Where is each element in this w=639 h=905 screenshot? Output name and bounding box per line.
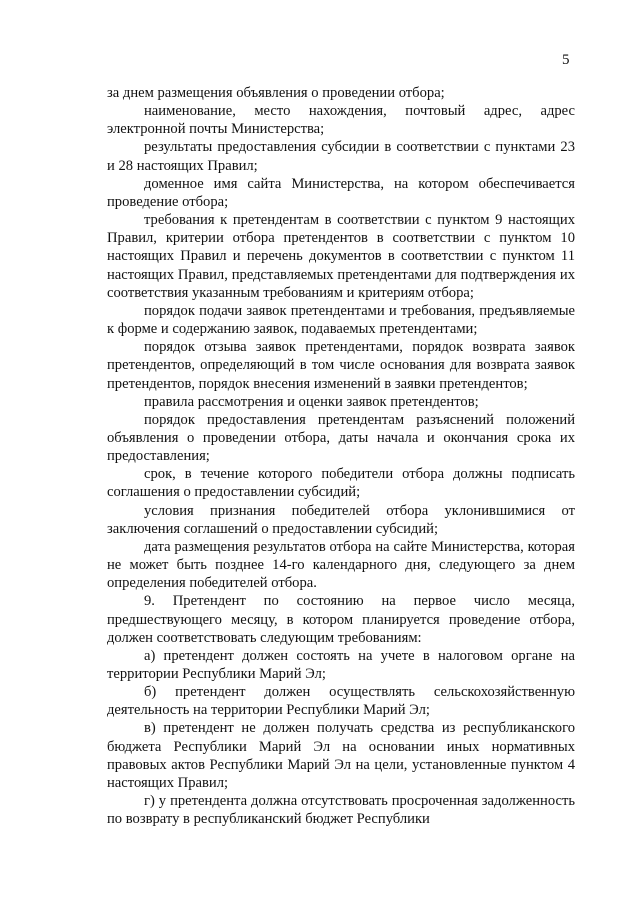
- document-body: [107, 84, 575, 828]
- paragraph: порядок отзыва заявок претендентами, порядок возврата заявок претендентов, определяющий в том числе основания для возврата заявок претендентов, порядок внесения изменений в заявки претендентов;: [107, 339, 575, 392]
- paragraph: г) у претендента должна отсутствовать просроченная задолженность по возврату в республиканский бюджет Республики: [107, 793, 575, 828]
- paragraph: требования к претендентам в соответствии с пунктом 9 настоящих Правил, критерии отбора претендентов в соответствии с пунктом 10 настоящих Правил и перечень документов в соответствии с пунктом 11 настоящих Правил, представляемых претендентами для подтверждения их соответствия указанным требованиям и критериям отбора;: [107, 212, 575, 301]
- paragraph: порядок предоставления претендентам разъяснений положений объявления о проведении отбора, даты начала и окончания срока их предоставления;: [107, 411, 575, 465]
- paragraph: порядок подачи заявок претендентами и требования, предъявляемые к форме и содержанию заявок, подаваемых претендентами;: [107, 302, 575, 338]
- paragraph: условия признания победителей отбора уклонившимися от заключения соглашений о предоставлении субсидий;: [107, 502, 575, 537]
- paragraph: доменное имя сайта Министерства, на котором обеспечивается проведение отбора;: [107, 175, 575, 210]
- paragraph: дата размещения результатов отбора на сайте Министерства, которая не может быть позднее 14-го календарного дня, следующего за днем определения победителей отбора.: [107, 538, 575, 592]
- page-number: 5: [562, 52, 570, 68]
- paragraph: срок, в течение которого победители отбора должны подписать соглашения о предоставлении субсидий;: [107, 466, 575, 501]
- paragraph: результаты предоставления субсидии в соответствии с пунктами 23 и 28 настоящих Правил;: [107, 139, 575, 174]
- paragraph: за днем размещения объявления о проведении отбора;: [107, 85, 445, 101]
- paragraph: правила рассмотрения и оценки заявок претендентов;: [144, 393, 479, 410]
- paragraph: наименование, место нахождения, почтовый адрес, адрес электронной почты Министерства;: [107, 103, 575, 138]
- paragraph: а) претендент должен состоять на учете в налоговом органе на территории Республики Марий Эл;: [107, 647, 575, 682]
- paragraph: 9. Претендент по состоянию на первое число месяца, предшествующего месяцу, в котором планируется проведение отбора, должен соответствовать следующим требованиям:: [107, 593, 575, 646]
- paragraph: б) претендент должен осуществлять сельскохозяйственную деятельность на территории Республики Марий Эл;: [107, 684, 575, 719]
- paragraph: в) претендент не должен получать средства из республиканского бюджета Республики Марий Эл на основании иных нормативных правовых актов Республики Марий Эл на цели, установленные пунктом 4 настоящих Правил;: [107, 720, 575, 791]
